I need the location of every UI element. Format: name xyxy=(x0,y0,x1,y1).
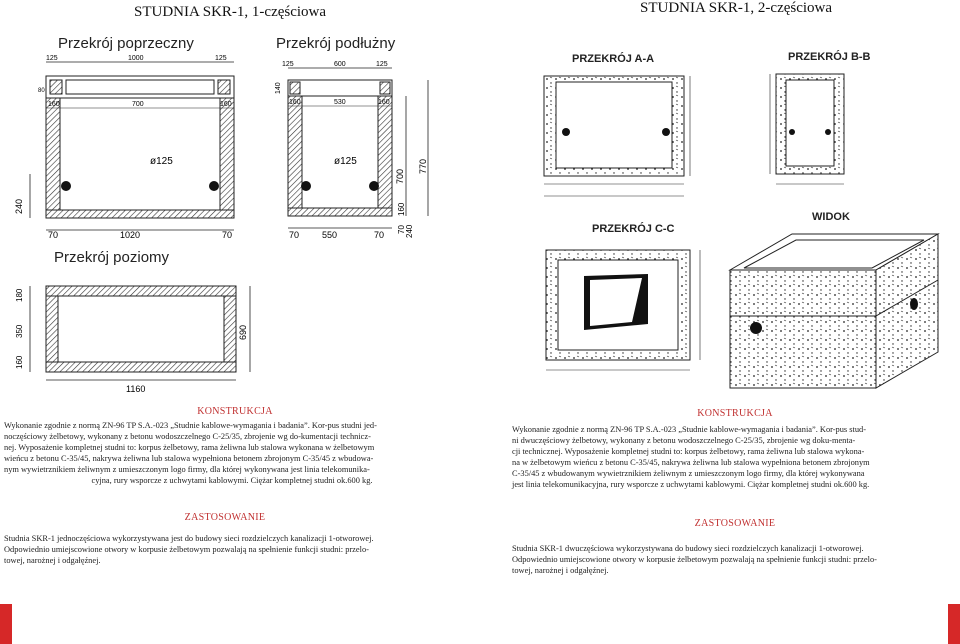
dim-bot-a: 160 xyxy=(48,101,60,108)
dim-lb-530: 530 xyxy=(334,99,346,106)
right-application-text xyxy=(512,543,956,576)
dim-bot-b: 700 xyxy=(132,101,144,108)
left-construction-line: Wykonanie zgodnie z normą ZN-96 TP S.A.-023 „Studnie kablowe-wymagania i badania”. Kor-pus studni jed- xyxy=(4,421,377,430)
dim-r-160: 160 xyxy=(397,202,406,216)
left-application-line: Odpowiednio umiejscowione otwory w korpusie żelbetowym pozwalają na spełnienie funkcji studni: przelo- xyxy=(4,545,369,554)
left-application-text xyxy=(4,533,460,566)
dim-lbb-70: 70 xyxy=(289,230,300,240)
dim-r-700: 700 xyxy=(395,168,405,184)
dim-r-240: 240 xyxy=(405,224,414,238)
right-construction-line: C-35/45 z wbudowanym wywietrznikiem żeliwnym z umieszczonym logo firmy, dla której wykonywana xyxy=(512,469,865,478)
right-construction-line: ni dwuczęściowy żelbetowy, wykonany z betonu wodoszczelnego C-25/35, zbrojenie wg doku-menta- xyxy=(512,436,856,445)
left-drawings xyxy=(0,24,470,400)
dim-lb-160b: 160 xyxy=(378,99,390,106)
dim-p-1160: 1160 xyxy=(126,384,146,394)
left-zastosowanie-heading: ZASTOSOWANIE xyxy=(184,512,266,523)
view-label: WIDOK xyxy=(812,211,850,223)
dim-lb-160a: 160 xyxy=(289,99,301,106)
section-cc-label: PRZEKRÓJ C-C xyxy=(592,223,675,235)
dim-top-c: 125 xyxy=(215,55,227,62)
right-konstrukcja-heading: KONSTRUKCJA xyxy=(697,408,773,419)
section-aa-drawing xyxy=(544,76,690,196)
dim-h-240: 240 xyxy=(14,198,24,214)
right-application-line: Studnia SKR-1 dwuczęściowa wykorzystywana do budowy sieci rozdzielczych kanalizacji 1-otworowej. xyxy=(512,544,864,553)
long-section-drawing xyxy=(288,68,428,228)
left-application-line: Studnia SKR-1 jednoczęściowa wykorzystywana jest do budowy sieci rozdzielczych kanalizacji 1-otworowej. xyxy=(4,534,374,543)
view-3d-drawing xyxy=(730,234,938,388)
dim-lbb-70b: 70 xyxy=(374,230,385,240)
cross-section-label: Przekrój poprzeczny xyxy=(58,35,194,52)
dim-r-770: 770 xyxy=(418,158,428,174)
dim-p-180: 180 xyxy=(15,288,24,302)
dim-p-350: 350 xyxy=(15,324,24,338)
left-construction-line: nej. Wyposażenie kompletnej studni to: korpus żelbetowy, rama żeliwna lub stalowa wykonana w żelbetowym xyxy=(4,443,375,452)
right-application-line: Odpowiednio umiejscowione otwory w korpusie żelbetowym pozwalają na spełnienie funkcji studni: przelo- xyxy=(512,555,877,564)
dim-bot-c: 160 xyxy=(220,101,232,108)
right-construction-line: na w żelbetowym wieńcu z betonu C-35/45, nakrywa żeliwna lub stalowa wypełniona betonem zbrojonym xyxy=(512,458,870,467)
dim-p-160: 160 xyxy=(15,355,24,369)
left-construction-line: noczęściowy żelbetowy, wykonany z betonu wodoszczelnego C-25/35, zbrojenie wg do-kumentacji technicz- xyxy=(4,432,371,441)
section-cc-drawing xyxy=(546,250,700,370)
right-construction-line: Wykonanie zgodnie z normą ZN-96 TP S.A.-023 „Studnie kablowe-wymagania i badania”. Kor-pus stud- xyxy=(512,425,867,434)
right-zastosowanie-heading: ZASTOSOWANIE xyxy=(694,518,776,529)
left-construction-text xyxy=(4,420,460,486)
dim-top-a: 125 xyxy=(46,55,58,62)
plan-label: Przekrój poziomy xyxy=(54,249,170,266)
dim-r-70: 70 xyxy=(397,225,406,234)
section-bb-label: PRZEKRÓJ B-B xyxy=(788,51,871,63)
left-construction-line: cyjna, rury wsporcze z uchwytami kablowymi. Ciężar kompletnej studni ok.600 kg. xyxy=(91,476,373,485)
right-construction-line: jest linia telekomunikacyjna, rury wsporcze z uchwytami kablowymi. Ciężar kompletnej studni ok.600 kg. xyxy=(512,480,870,489)
pipe-label: ø125 xyxy=(150,156,173,167)
long-pipe-label: ø125 xyxy=(334,156,357,167)
section-bb-drawing xyxy=(770,74,844,184)
right-application-line: towej, narożnej i odgałęźnej. xyxy=(512,566,609,575)
right-drawings xyxy=(500,40,960,395)
dim-lbb-550: 550 xyxy=(322,230,338,240)
dim-l-140: 140 xyxy=(275,82,282,94)
dim-70a: 70 xyxy=(48,230,59,240)
left-corner-marker xyxy=(0,604,12,644)
dim-side-80: 80 xyxy=(38,88,45,94)
left-construction-line: nym wywietrznikiem żeliwnym z umieszczonym logo firmy, dla której wykonywana jest linia telekomunika- xyxy=(4,465,370,474)
dim-1020: 1020 xyxy=(120,230,141,240)
right-corner-marker xyxy=(948,604,960,644)
long-section-label: Przekrój podłużny xyxy=(276,35,396,52)
dim-top-b: 1000 xyxy=(128,55,144,62)
right-construction-line: cji technicznej. Wyposażenie kompletnej studni to: korpus żelbetowy, rama żeliwna lub stalowa wykona- xyxy=(512,447,865,456)
right-page-title: STUDNIA SKR-1, 2-częściowa xyxy=(640,0,833,16)
dim-p-690: 690 xyxy=(238,324,248,340)
left-construction-line: wieńcu z betonu C-35/45, nakrywa żeliwna lub stalowa wypełniona betonem zbrojonym C-35/45 z wbudowa- xyxy=(4,454,374,463)
dim-70b: 70 xyxy=(222,230,233,240)
left-page-title: STUDNIA SKR-1, 1-częściowa xyxy=(134,4,327,20)
plan-drawing xyxy=(30,286,250,380)
left-konstrukcja-heading: KONSTRUKCJA xyxy=(197,406,273,417)
dim-lt-600: 600 xyxy=(334,61,346,68)
dim-lt-125a: 125 xyxy=(282,61,294,68)
section-aa-label: PRZEKRÓJ A-A xyxy=(572,53,655,65)
dim-lt-125b: 125 xyxy=(376,61,388,68)
cross-section-drawing xyxy=(30,62,234,230)
left-application-line: towej, narożnej i odgałęźnej. xyxy=(4,556,101,565)
right-construction-text xyxy=(512,424,956,490)
